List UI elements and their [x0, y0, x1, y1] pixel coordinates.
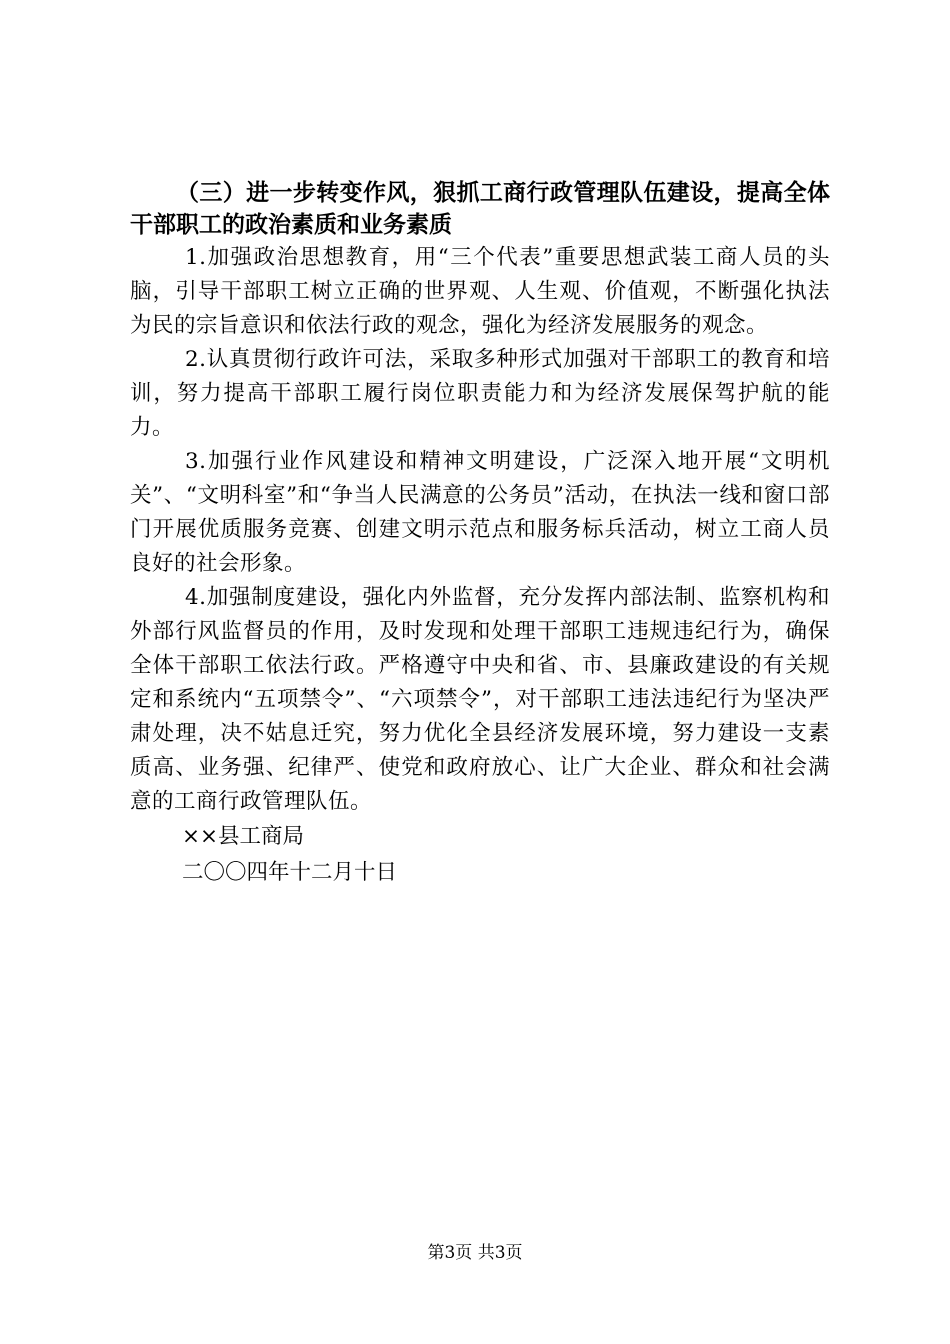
page-footer: 第3页 共3页 [427, 1243, 523, 1263]
paragraph-1: 1.加强政治思想教育，用“三个代表”重要思想武装工商人员的头脑，引导干部职工树立正确的世界观、人生观、价值观，不断强化执法为民的宗旨意识和依法行政的观念，强化为经济发展服务的观念。 [130, 245, 830, 338]
paragraph-3: 3.加强行业作风建设和精神文明建设，广泛深入地开展“文明机关”、“文明科室”和“争当人民满意的公务员”活动，在执法一线和窗口部门开展优质服务竞赛、创建文明示范点和服务标兵活动，树立工商人员良好的社会形象。 [130, 449, 830, 576]
signature-organization: ××县工商局 [182, 824, 305, 849]
section-heading: （三）进一步转变作风，狠抓工商行政管理队伍建设，提高全体干部职工的政治素质和业务素质 [130, 180, 830, 238]
paragraph-2: 2.认真贯彻行政许可法，采取多种形式加强对干部职工的教育和培训，努力提高干部职工履行岗位职责能力和为经济发展保驾护航的能力。 [130, 347, 830, 440]
signature-date: 二〇〇四年十二月十日 [182, 860, 398, 885]
paragraph-4: 4.加强制度建设，强化内外监督，充分发挥内部法制、监察机构和外部行风监督员的作用，及时发现和处理干部职工违规违纪行为，确保全体干部职工依法行政。严格遵守中央和省、市、县廉政建设的有关规定和系统内“五项禁令”、“六项禁令”，对干部职工违法违纪行为坚决严肃处理，决不姑息迁究，努力优化全县经济发展环境，努力建设一支素质高、业务强、纪律严、使党和政府放心、让广大企业、群众和社会满意的工商行政管理队伍。 [130, 585, 830, 814]
document-body [130, 177, 830, 891]
